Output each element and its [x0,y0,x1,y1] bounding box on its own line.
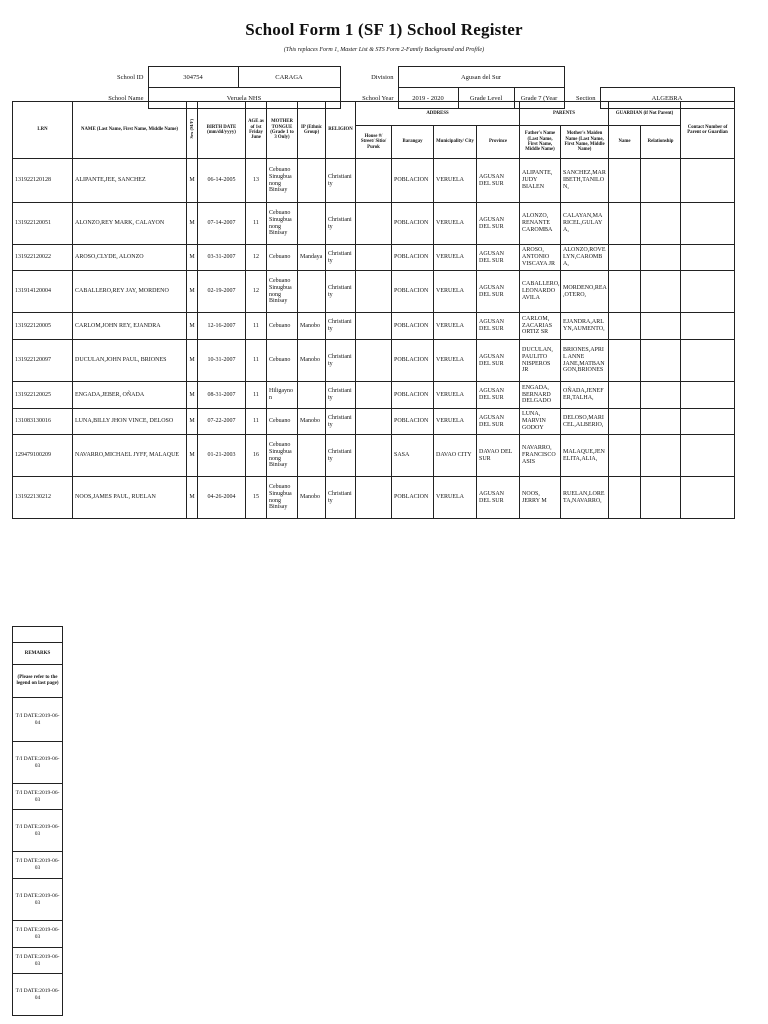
learner-ip [298,435,326,477]
learner-name: ALIPANTE,JEE, SANCHEZ [73,159,187,203]
learner-religion: Christiani ty [326,203,356,245]
learner-house [356,382,392,409]
learner-lrn: 131922120128 [13,159,73,203]
learner-relationship [641,409,681,435]
learner-relationship [641,340,681,382]
learner-guardian [609,245,641,271]
learner-ip [298,159,326,203]
learner-municipality: VERUELA [434,313,477,340]
learner-ip [298,382,326,409]
learner-guardian [609,313,641,340]
learner-mother: MALAQUE,JEN ELITA,ALIA, [561,435,609,477]
learner-municipality: VERUELA [434,203,477,245]
remarks-entry: T/I DATE:2019-06-04 [13,698,63,742]
learner-lrn: 129479100209 [13,435,73,477]
learner-father: NAVARRO, FRANCISCO ASIS [520,435,561,477]
remarks-row [13,879,63,921]
learner-sex: M [187,313,198,340]
region-value: CARAGA [238,67,340,88]
grade-level-value: Grade 7 (Year [514,88,564,109]
learner-name: NOOS,JAMES PAUL, RUELAN [73,477,187,519]
learner-birth-date: 08-31-2007 [198,382,246,409]
remarks-row [13,810,63,852]
learner-house [356,340,392,382]
learner-ip [298,271,326,313]
learner-relationship [641,271,681,313]
learner-province: AGUSAN DEL SUR [477,159,520,203]
learner-birth-date: 02-19-2007 [198,271,246,313]
division-value: Agusan del Sur [398,67,564,88]
learner-birth-date: 07-22-2007 [198,409,246,435]
remarks-row [13,974,63,1016]
learner-ip [298,203,326,245]
school-name-value: Veruela NHS [148,88,340,109]
learner-house [356,271,392,313]
table-row [13,203,735,245]
header-parents: PARENTS [520,102,609,126]
learner-guardian [609,382,641,409]
header-relationship: Relationship [641,126,681,159]
learner-age: 11 [246,203,267,245]
learner-birth-date: 12-16-2007 [198,313,246,340]
learner-province: DAVAO DEL SUR [477,435,520,477]
header-lrn: LRN [13,102,73,159]
form-title: School Form 1 (SF 1) School Register [245,20,523,39]
learner-guardian [609,477,641,519]
form-subtitle: (This replaces Form 1, Master List & STS Form 2-Family Background and Profile) [283,47,485,53]
header-birth-date: BIRTH DATE (mm/dd/yyyy) [198,102,246,159]
learner-mother-tongue: Cebuano Sinugbua nong Binisay [267,203,298,245]
learner-mother-tongue: Cebuano Sinugbua nong Binisay [267,477,298,519]
learner-contact [681,409,735,435]
learner-age: 12 [246,245,267,271]
learner-mother: DELOSO,MARI CEL,ALBERIO, [561,409,609,435]
table-row [13,245,735,271]
remarks-row [13,948,63,974]
learner-contact [681,271,735,313]
learner-lrn: 131922120097 [13,340,73,382]
learner-lrn: 131914120004 [13,271,73,313]
learner-municipality: VERUELA [434,382,477,409]
learner-father: NOOS, JERRY M [520,477,561,519]
learner-house [356,313,392,340]
remarks-entry: T/I DATE:2019-06-03 [13,948,63,974]
learner-religion: Christiani ty [326,340,356,382]
learner-contact [681,159,735,203]
learner-birth-date: 01-21-2003 [198,435,246,477]
header-mother-tongue: MOTHER TONGUE (Grade 1 to 3 Only) [267,102,298,159]
learner-guardian [609,271,641,313]
learner-father: ALONZO, RENANTE CAROMBA [520,203,561,245]
learner-mother-tongue: Cebuano [267,245,298,271]
learner-age: 11 [246,313,267,340]
header-municipality: Municipality/ City [434,126,477,159]
learner-name: ENGADA,JEBER, OÑADA [73,382,187,409]
learner-house [356,245,392,271]
learner-house [356,409,392,435]
learner-barangay: POBLACION [392,313,434,340]
remarks-row [13,852,63,879]
school-name-label: School Name [108,94,144,102]
remarks-table [12,626,63,1016]
grade-level-label: Grade Level [458,88,514,109]
header-address: ADDRESS [356,102,520,126]
learner-barangay: POBLACION [392,409,434,435]
learner-register-table [12,101,735,519]
learner-guardian [609,159,641,203]
learner-province: AGUSAN DEL SUR [477,313,520,340]
learner-sex: M [187,409,198,435]
remarks-entry: T/I DATE:2019-06-03 [13,742,63,784]
learner-relationship [641,245,681,271]
learner-name: ALONZO,REY MARK, CALAYON [73,203,187,245]
learner-barangay: POBLACION [392,271,434,313]
table-row [13,477,735,519]
learner-age: 11 [246,382,267,409]
learner-mother: SANCHEZ,MAR IBETH,TANILO N, [561,159,609,203]
learner-relationship [641,159,681,203]
learner-sex: M [187,340,198,382]
learner-mother-tongue: Cebuano Sinugbua nong Binisay [267,435,298,477]
learner-province: AGUSAN DEL SUR [477,477,520,519]
learner-sex: M [187,159,198,203]
learner-municipality: VERUELA [434,245,477,271]
learner-name: CABALLERO,REY JAY, MORDENO [73,271,187,313]
learner-mother-tongue: Cebuano [267,340,298,382]
learner-municipality: VERUELA [434,271,477,313]
remarks-spacer [13,627,63,643]
remarks-entry: T/I DATE:2019-06-04 [13,974,63,1016]
learner-mother-tongue: Cebuano Sinugbua nong Binisay [267,271,298,313]
learner-birth-date: 10-31-2007 [198,340,246,382]
learner-house [356,435,392,477]
header-house: House #/ Street/ Sitio/ Purok [356,126,392,159]
learner-relationship [641,313,681,340]
remarks-entry: T/I DATE:2019-06-03 [13,810,63,852]
remarks-entry: T/I DATE:2019-06-03 [13,921,63,948]
learner-ip: Mandaya [298,245,326,271]
learner-name: AROSO,CLYDE, ALONZO [73,245,187,271]
learner-ip: Manobo [298,477,326,519]
learner-mother-tongue: Cebuano Sinugbua nong Binisay [267,159,298,203]
learner-religion: Christiani ty [326,435,356,477]
learner-mother: RUELAN,LORE TA,NAVARRO, [561,477,609,519]
learner-barangay: POBLACION [392,382,434,409]
learner-house [356,477,392,519]
learner-barangay: POBLACION [392,203,434,245]
learner-barangay: POBLACION [392,340,434,382]
section-label: Section [576,94,596,102]
learner-mother-tongue: Cebuano [267,313,298,340]
learner-religion: Christiani ty [326,409,356,435]
learner-municipality: DAVAO CITY [434,435,477,477]
learner-father: CABALLERO, LEONARDO AVILA [520,271,561,313]
table-row [13,313,735,340]
learner-mother: MORDENO,REA ,OTERO, [561,271,609,313]
learner-ip: Manobo [298,313,326,340]
remarks-entry: T/I DATE:2019-06-03 [13,852,63,879]
learner-house [356,159,392,203]
table-row [13,409,735,435]
learner-lrn: 131922120025 [13,382,73,409]
division-label: Division [371,73,394,81]
learner-guardian [609,203,641,245]
learner-province: AGUSAN DEL SUR [477,340,520,382]
learner-mother: OÑADA,JENEF ER,TALHA, [561,382,609,409]
learner-name: NAVARRO,MICHAEL JYFF, MALAQUE [73,435,187,477]
table-row [13,382,735,409]
learner-contact [681,313,735,340]
learner-lrn: 131083130016 [13,409,73,435]
learner-mother: EJANDRA,ARL YN,AUMENTO, [561,313,609,340]
learner-religion: Christiani ty [326,382,356,409]
learner-sex: M [187,271,198,313]
learner-lrn: 131922120051 [13,203,73,245]
remarks-entry: T/I DATE:2019-06-03 [13,784,63,810]
learner-guardian [609,409,641,435]
header-religion: RELIGION [326,102,356,159]
learner-contact [681,477,735,519]
learner-sex: M [187,203,198,245]
school-year-value: 2019 - 2020 [398,88,458,109]
learner-relationship [641,203,681,245]
header-guardian: GUARDIAN (if Not Parent) [609,102,681,126]
learner-contact [681,245,735,271]
header-age: AGE as of 1st Friday June [246,102,267,159]
learner-municipality: VERUELA [434,409,477,435]
learner-birth-date: 03-31-2007 [198,245,246,271]
learner-municipality: VERUELA [434,159,477,203]
learner-barangay: POBLACION [392,245,434,271]
learner-lrn: 131922120005 [13,313,73,340]
learner-age: 11 [246,409,267,435]
learner-age: 13 [246,159,267,203]
header-mother: Mother's Maiden Name (Last Name, First Name, Middle Name) [561,126,609,159]
school-id-label: School ID [116,73,144,81]
learner-guardian [609,340,641,382]
table-row [13,159,735,203]
learner-relationship [641,477,681,519]
learner-age: 12 [246,271,267,313]
learner-age: 11 [246,340,267,382]
learner-religion: Christiani ty [326,245,356,271]
learner-mother-tongue: Hiligayno n [267,382,298,409]
remarks-row [13,784,63,810]
learner-mother: ALONZO,ROVE LYN,CAROMB A, [561,245,609,271]
learner-name: LUNA,BILLY JHON VINCE, DELOSO [73,409,187,435]
learner-religion: Christiani ty [326,477,356,519]
learner-father: ENGADA, BERNARD DELGADO [520,382,561,409]
learner-relationship [641,382,681,409]
learner-contact [681,203,735,245]
learner-contact [681,382,735,409]
table-row [13,435,735,477]
table-row [13,340,735,382]
learner-lrn: 131922120022 [13,245,73,271]
learner-sex: M [187,382,198,409]
school-year-label: School Year [362,94,394,102]
learner-relationship [641,435,681,477]
learner-birth-date: 04-26-2004 [198,477,246,519]
learner-barangay: POBLACION [392,477,434,519]
learner-mother: CALAYAN,MA RICEL,GULAY A, [561,203,609,245]
header-name: NAME (Last Name, First Name, Middle Name) [73,102,187,159]
learner-barangay: SASA [392,435,434,477]
header-province: Province [477,126,520,159]
learner-barangay: POBLACION [392,159,434,203]
header-barangay: Barangay [392,126,434,159]
learner-province: AGUSAN DEL SUR [477,409,520,435]
remarks-row [13,698,63,742]
learner-province: AGUSAN DEL SUR [477,203,520,245]
section-value: ALGEBRA [600,88,734,109]
learner-municipality: VERUELA [434,340,477,382]
remarks-note: (Please refer to the legend on last page) [13,665,63,698]
learner-religion: Christiani ty [326,313,356,340]
header-ip: IP (Ethnic Group) [298,102,326,159]
header-guardian-name: Name [609,126,641,159]
remarks-header: REMARKS [13,643,63,665]
learner-mother: BRIONES,APRI L ANNE JANE,MATBAN GON,BRIONES [561,340,609,382]
learner-father: DUCULAN, PAULITO NISPEROS JR [520,340,561,382]
learner-province: AGUSAN DEL SUR [477,271,520,313]
remarks-row [13,921,63,948]
learner-father: AROSO, ANTONIO VISCAYA JR [520,245,561,271]
learner-sex: M [187,245,198,271]
header-father: Father's Name (Last Name, First Name, Middle Name) [520,126,561,159]
learner-contact [681,435,735,477]
learner-contact [681,340,735,382]
remarks-entry: T/I DATE:2019-06-03 [13,879,63,921]
learner-age: 16 [246,435,267,477]
learner-father: ALIPANTE, JUDY BIALEN [520,159,561,203]
learner-birth-date: 07-14-2007 [198,203,246,245]
learner-religion: Christiani ty [326,159,356,203]
learner-name: CARLOM,JOHN REY, EJANDRA [73,313,187,340]
learner-sex: M [187,435,198,477]
learner-province: AGUSAN DEL SUR [477,245,520,271]
learner-birth-date: 06-14-2005 [198,159,246,203]
school-id-value: 304754 [148,67,238,88]
learner-ip: Manobo [298,409,326,435]
learner-guardian [609,435,641,477]
learner-municipality: VERUELA [434,477,477,519]
learner-age: 15 [246,477,267,519]
learner-father: CARLOM, ZACARIAS ORTIZ SR [520,313,561,340]
remarks-row [13,742,63,784]
header-sex: Sex (M/F) [187,102,198,159]
learner-house [356,203,392,245]
learner-mother-tongue: Cebuano [267,409,298,435]
learner-religion: Christiani ty [326,271,356,313]
learner-province: AGUSAN DEL SUR [477,382,520,409]
header-contact: Contact Number of Parent or Guardian [681,102,735,159]
learner-father: LUNA, MARVIN GODOY [520,409,561,435]
learner-name: DUCULAN,JOHN PAUL, BRIONES [73,340,187,382]
learner-lrn: 131922130212 [13,477,73,519]
learner-ip: Manobo [298,340,326,382]
table-row [13,271,735,313]
learner-sex: M [187,477,198,519]
